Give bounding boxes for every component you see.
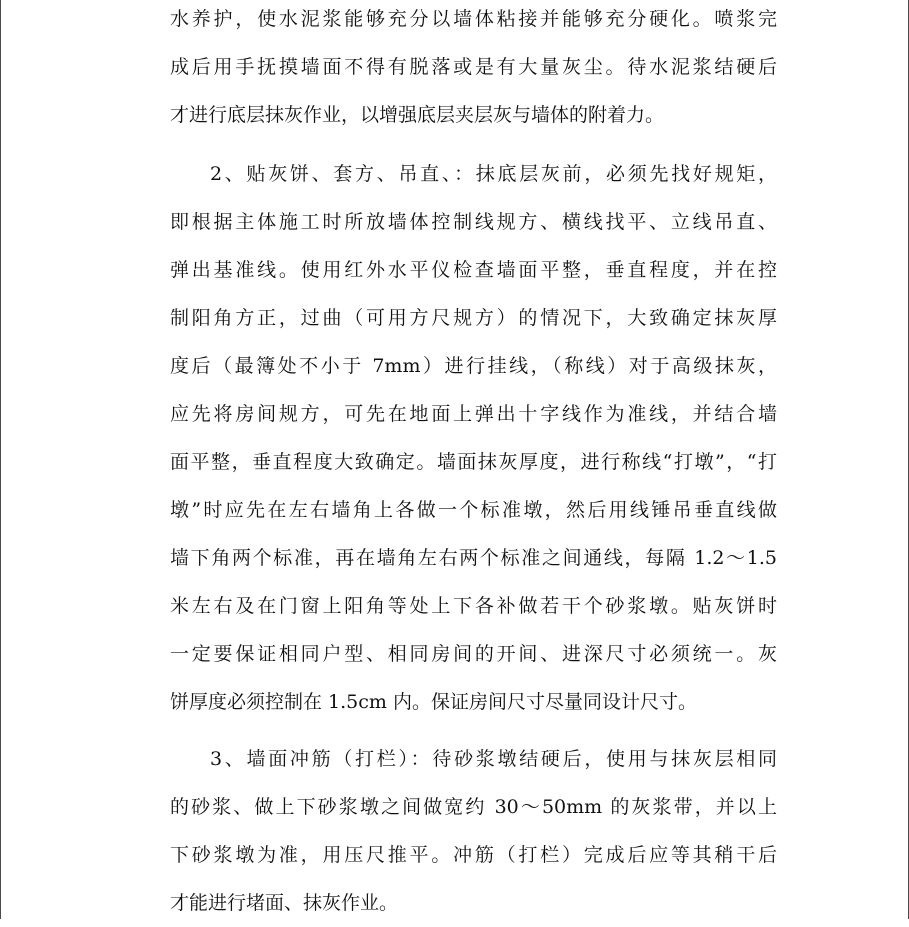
text-line: 制阳角方正，过曲（可用方尺规方）的情况下，大致确定抹灰厚 [170,307,777,329]
text-line: 成后用手抚摸墙面不得有脱落或是有大量灰尘。待水泥浆结硬后 [170,56,777,78]
paragraph-continuation [170,0,777,139]
text-line: 弹出基准线。使用红外水平仪检查墙面平整，垂直程度，并在控 [170,259,777,281]
text-line: 应先将房间规方，可先在地面上弹出十字线作为准线，并结合墙 [170,403,777,425]
text-line: 水养护，使水泥浆能够充分以墙体粘接并能够充分硬化。喷浆完 [170,8,777,30]
text-line: 才能进行堵面、抹灰作业。 [170,892,399,914]
text-line: 的砂浆、做上下砂浆墩之间做宽约 30～50mm 的灰浆带，并以上 [170,796,777,818]
text-line: 面平整，垂直程度大致确定。墙面抹灰厚度，进行称线“打墩”，“打 [170,451,777,473]
text-line: 米左右及在门窗上阳角等处上下各补做若干个砂浆墩。贴灰饼时 [170,595,777,617]
paragraph-section-2 [170,150,777,726]
text-line: 2、贴灰饼、套方、吊直、：抹底层灰前，必须先找好规矩， [210,163,777,185]
paragraph-section-3 [170,735,777,927]
text-line: 墙下角两个标准，再在墙角左右两个标准之间通线，每隔 1.2～1.5 [170,547,777,569]
text-line: 度后（最簿处不小于 7mm）进行挂线，（称线）对于高级抹灰， [170,355,777,377]
text-line: 饼厚度必须控制在 1.5cm 内。保证房间尺寸尽量同设计尺寸。 [170,691,697,713]
text-line: 才进行底层抹灰作业，以增强底层夹层灰与墙体的附着力。 [170,104,665,126]
text-line: 墩”时应先在左右墙角上各做一个标准墩，然后用线锤吊垂直线做 [170,499,777,521]
text-line: 一定要保证相同户型、相同房间的开间、进深尺寸必须统一。灰 [170,643,777,665]
text-line: 即根据主体施工时所放墙体控制线规方、横线找平、立线吊直、 [170,211,777,233]
text-line: 下砂浆墩为准，用压尺推平。冲筋（打栏）完成后应等其稍干后 [170,844,777,866]
text-line: 3、墙面冲筋（打栏）：待砂浆墩结硬后，使用与抹灰层相同 [210,748,777,770]
